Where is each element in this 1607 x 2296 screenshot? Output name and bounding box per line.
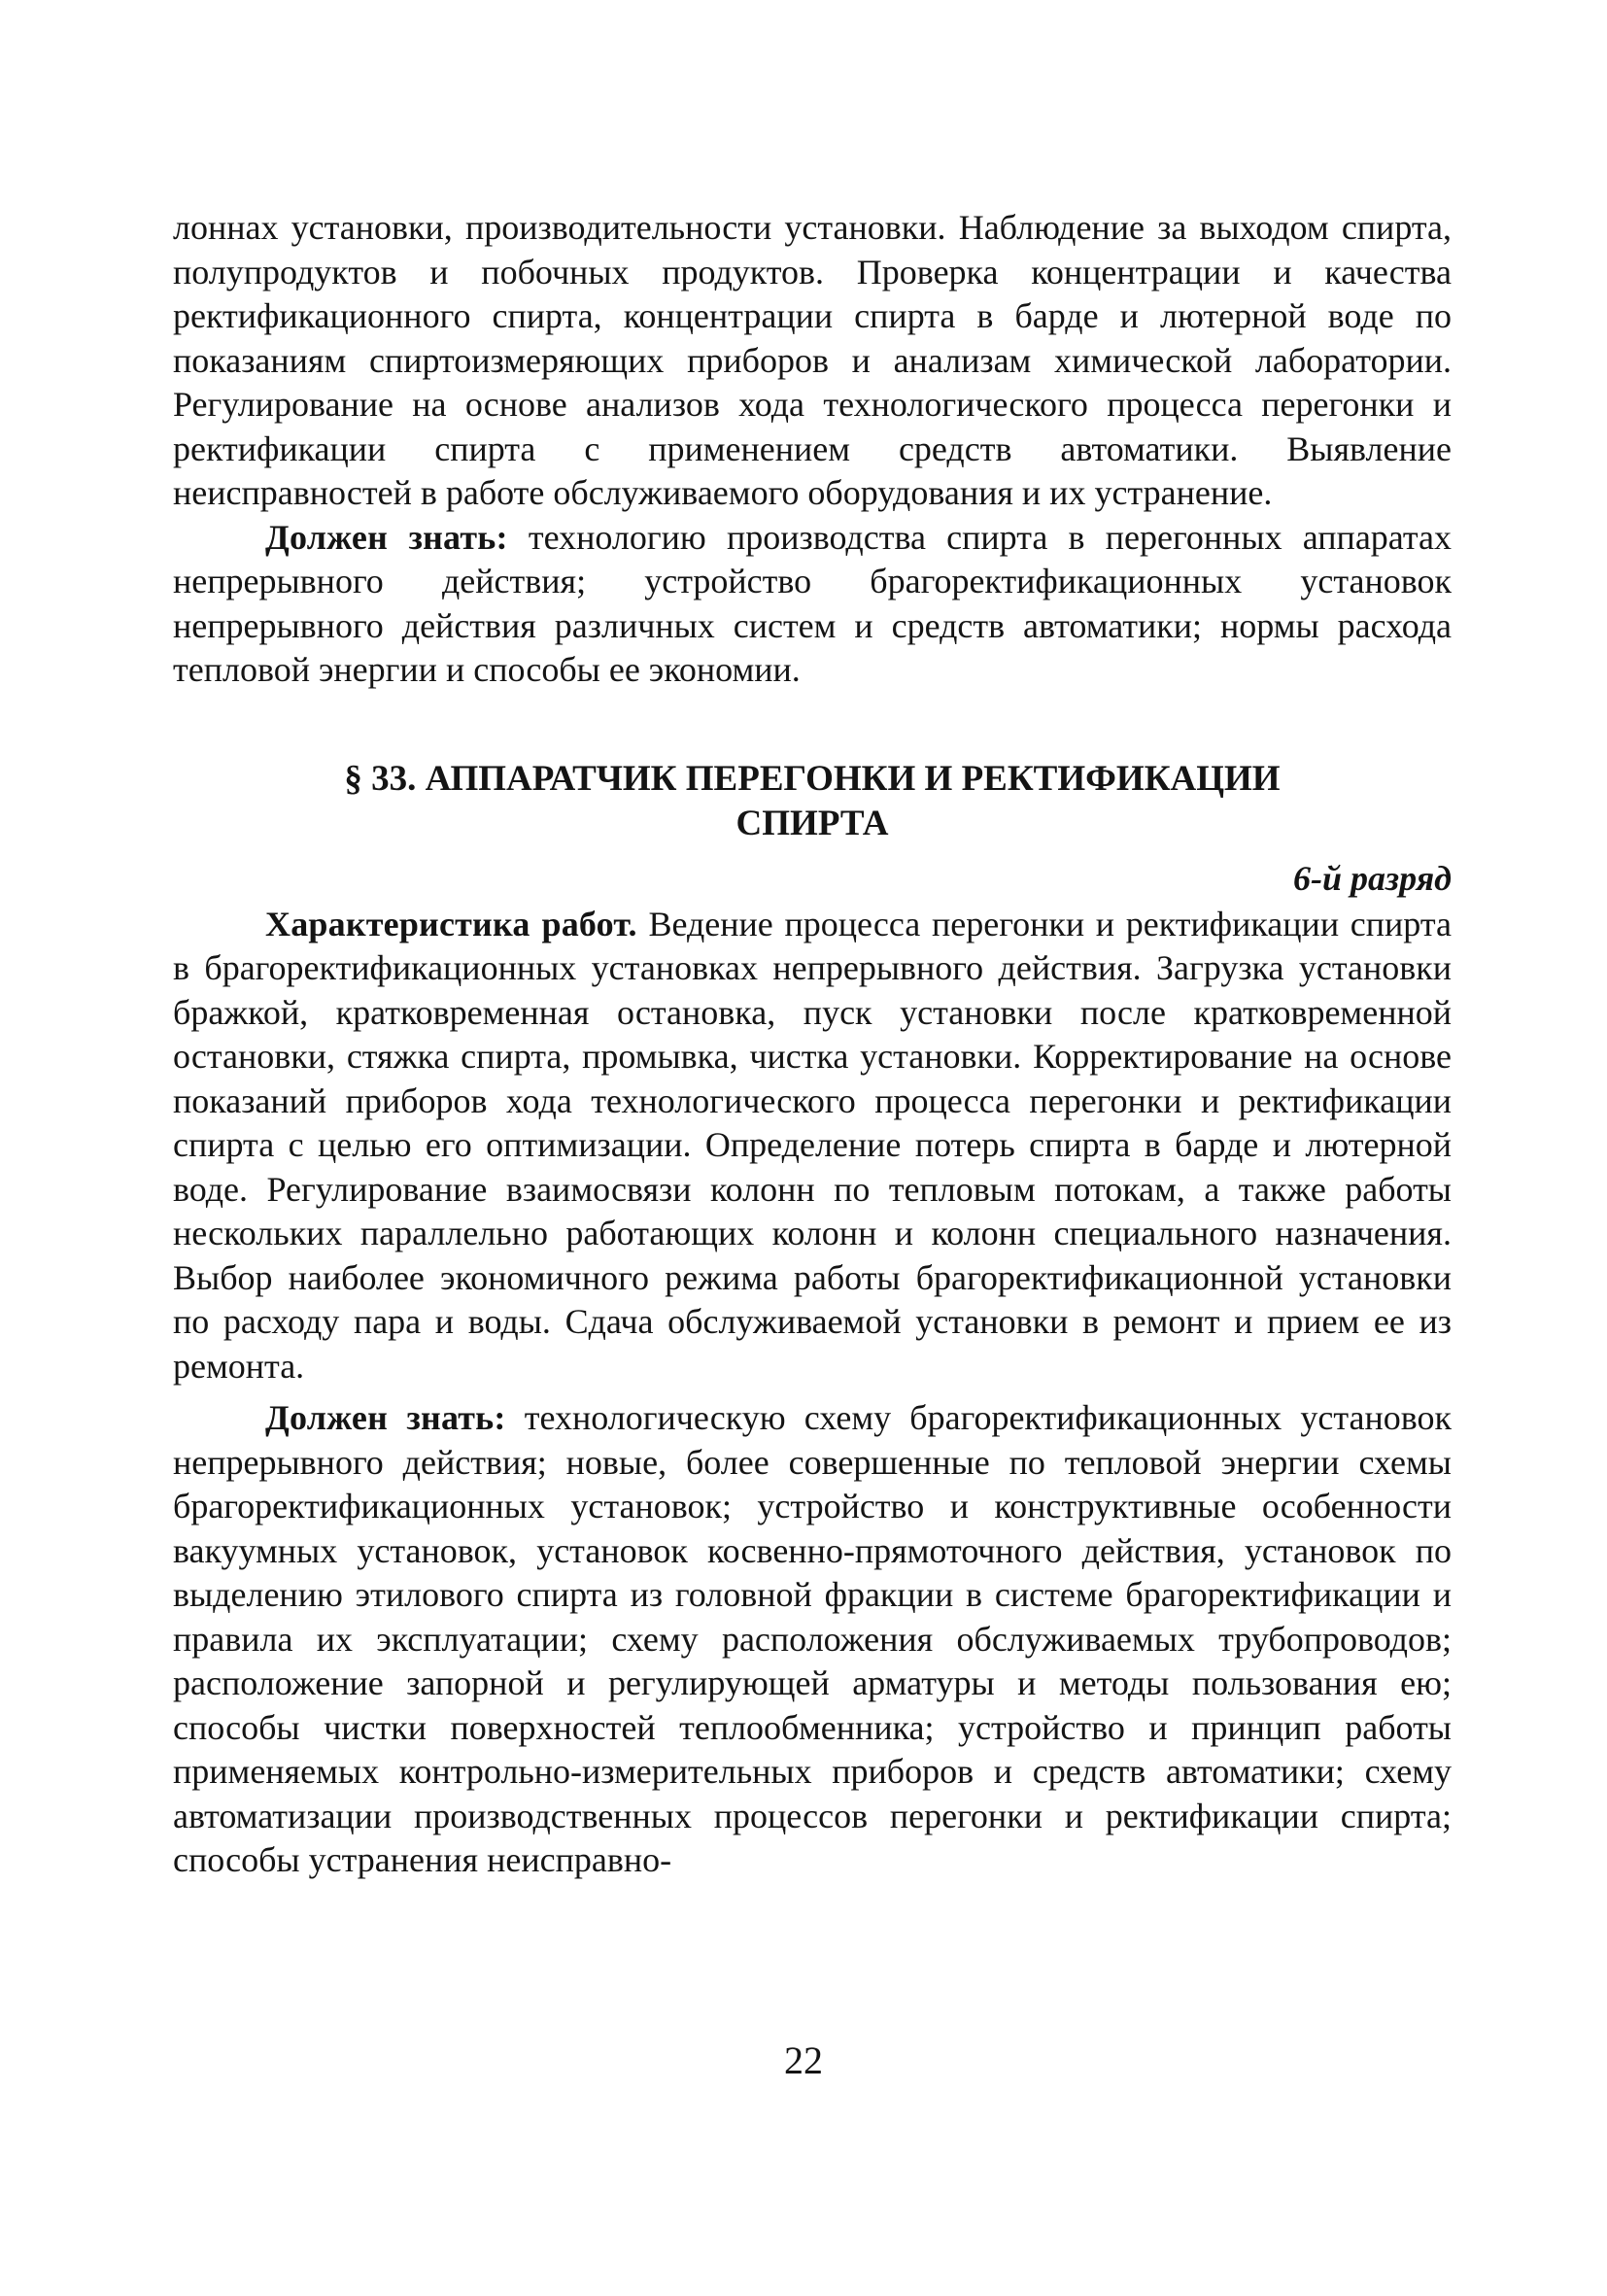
intro-paragraph: лоннах установки, производительности установки. Наблюдение за выходом спирта, полупродуктов и побочных продуктов. Проверка концентрации и качества ректификационного спирта, концентрации спирта в барде и лютерной воде по показаниям спиртоизмеряющих приборов и анализам химической лаборатории. Регулирование на основе анализов хода технологического процесса перегонки и ректификации спирта с применением средств автоматики. Выявление неисправностей в работе обслуживаемого оборудования и их устранение. [173, 208, 1452, 512]
grade-label: 6-й разряд [1293, 858, 1452, 898]
section-title [173, 757, 1452, 846]
characteristics-text: Ведение процесса перегонки и ректификации спирта в брагоректификационных установках непрерывного действия. Загрузка установки бражкой, кратковременная остановка, пуск установки после кратковременной остановки, стяжка спирта, промывка, чистка установки. Корректирование на основе показаний приборов хода технологического процесса перегонки и ректификации спирта с целью его оптимизации. Определение потерь спирта в барде и лютерной воде. Регулирование взаимосвязи колонн по тепловым потокам, а также работы нескольких параллельно работающих колонн и колонн специального назначения. Выбор наиболее экономичного режима работы брагоректификационной установки по расходу пара и воды. Сдача обслуживаемой установки в ремонт и прием ее из ремонта. [173, 904, 1452, 1386]
characteristics-paragraph [173, 903, 1452, 1389]
knowledge-paragraph-2 [173, 1396, 1452, 1883]
knowledge-text-1: технологию производства спирта в перегонных аппаратах непрерывного действия; устройство брагоректификационных установок непрерывного действия различных систем и средств автоматики; нормы расхода тепловой энергии и способы ее экономии. [173, 517, 1452, 689]
document-page [173, 206, 1452, 1883]
knowledge-label-1: Должен знать: [265, 517, 508, 557]
page-number: 22 [784, 2039, 823, 2082]
section-title-line-2: СПИРТА [735, 803, 889, 843]
section-title-line-1: § 33. АППАРАТЧИК ПЕРЕГОНКИ И РЕКТИФИКАЦИИ [344, 758, 1281, 799]
characteristics-label: Характеристика работ. [265, 904, 637, 943]
knowledge-text-2: технологическую схему брагоректификационных установок непрерывного действия; новые, более совершенные по тепловой энергии схемы брагоректификационных установок; устройство и конструктивные особенности вакуумных установок, установок косвенно-прямоточного действия, установок по выделению этилового спирта из головной фракции в системе брагоректификации и правила их эксплуатации; схему расположения обслуживаемых трубопроводов; расположение запорной и регулирующей арматуры и методы пользования ею; способы чистки поверхностей теплообменника; устройство и принцип работы применяемых контрольно-измерительных приборов и средств автоматики; схему автоматизации производственных процессов перегонки и ректификации спирта; способы устранения неисправно- [173, 1398, 1452, 1879]
knowledge-paragraph-1 [173, 516, 1452, 693]
knowledge-label-2: Должен знать: [265, 1398, 506, 1437]
